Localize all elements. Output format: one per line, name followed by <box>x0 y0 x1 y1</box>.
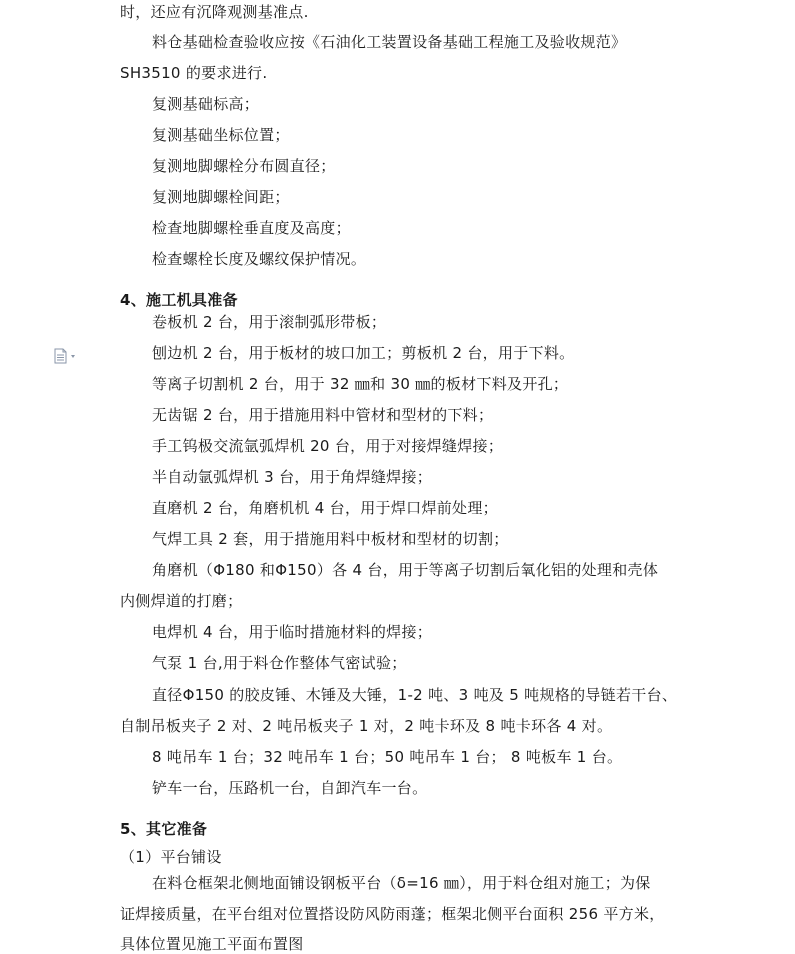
text-line: 等离子切割机 2 台，用于 32 ㎜和 30 ㎜的板材下料及开孔； <box>152 375 569 393</box>
text-line: 铲车一台，压路机一台，自卸汽车一台。 <box>152 779 428 797</box>
text-line: 具体位置见施工平面布置图 <box>120 935 304 953</box>
text-line: 料仓基础检查验收应按《石油化工装置设备基础工程施工及验收规范》 <box>152 33 627 51</box>
text-line: 直径Φ150 的胶皮锤、木锤及大锤，1-2 吨、3 吨及 5 吨规格的导链若干台、 <box>152 686 678 704</box>
document-menu-icon[interactable] <box>54 348 80 364</box>
section-heading: 5、其它准备 <box>120 820 208 838</box>
text-line: 在料仓框架北侧地面铺设钢板平台（δ=16 ㎜），用于料仓组对施工；为保 <box>152 874 651 892</box>
text-line: 气泵 1 台,用于料仓作整体气密试验； <box>152 654 407 672</box>
text-line: 气焊工具 2 套，用于措施用料中板材和型材的切割； <box>152 530 509 548</box>
text-line: 直磨机 2 台，角磨机机 4 台，用于焊口焊前处理； <box>152 499 498 517</box>
text-line: （1）平台铺设 <box>120 848 222 866</box>
text-line: 自制吊板夹子 2 对、2 吨吊板夹子 1 对，2 吨卡环及 8 吨卡环各 4 对。 <box>120 717 613 735</box>
text-line: 检查地脚螺栓垂直度及高度； <box>152 219 351 237</box>
text-line: 复测基础标高； <box>152 95 260 113</box>
text-line: 半自动氩弧焊机 3 台，用于角焊缝焊接； <box>152 468 433 486</box>
text-line: 卷板机 2 台，用于滚制弧形带板； <box>152 313 387 331</box>
text-line: 检查螺栓长度及螺纹保护情况。 <box>152 250 367 268</box>
text-line: 手工钨极交流氩弧焊机 20 台，用于对接焊缝焊接； <box>152 437 504 455</box>
text-line: 无齿锯 2 台，用于措施用料中管材和型材的下料； <box>152 406 494 424</box>
text-line: 复测地脚螺栓间距； <box>152 188 290 206</box>
text-line: 时，还应有沉降观测基准点. <box>120 3 309 21</box>
text-line: 角磨机（Φ180 和Φ150）各 4 台，用于等离子切割后氧化铝的处理和壳体 <box>152 561 659 579</box>
text-line: 复测地脚螺栓分布圆直径； <box>152 157 336 175</box>
text-line: 内侧焊道的打磨； <box>120 592 243 610</box>
text-line: 8 吨吊车 1 台；32 吨吊车 1 台；50 吨吊车 1 台； 8 吨板车 1 台。 <box>152 748 623 766</box>
text-line: 证焊接质量，在平台组对位置搭设防风防雨蓬；框架北侧平台面积 256 平方米， <box>120 905 665 923</box>
text-line: SH3510 的要求进行. <box>120 64 268 82</box>
text-line: 刨边机 2 台，用于板材的坡口加工；剪板机 2 台，用于下料。 <box>152 344 575 362</box>
text-line: 复测基础坐标位置； <box>152 126 290 144</box>
text-line: 电焊机 4 台，用于临时措施材料的焊接； <box>152 623 433 641</box>
section-heading: 4、施工机具准备 <box>120 291 238 309</box>
